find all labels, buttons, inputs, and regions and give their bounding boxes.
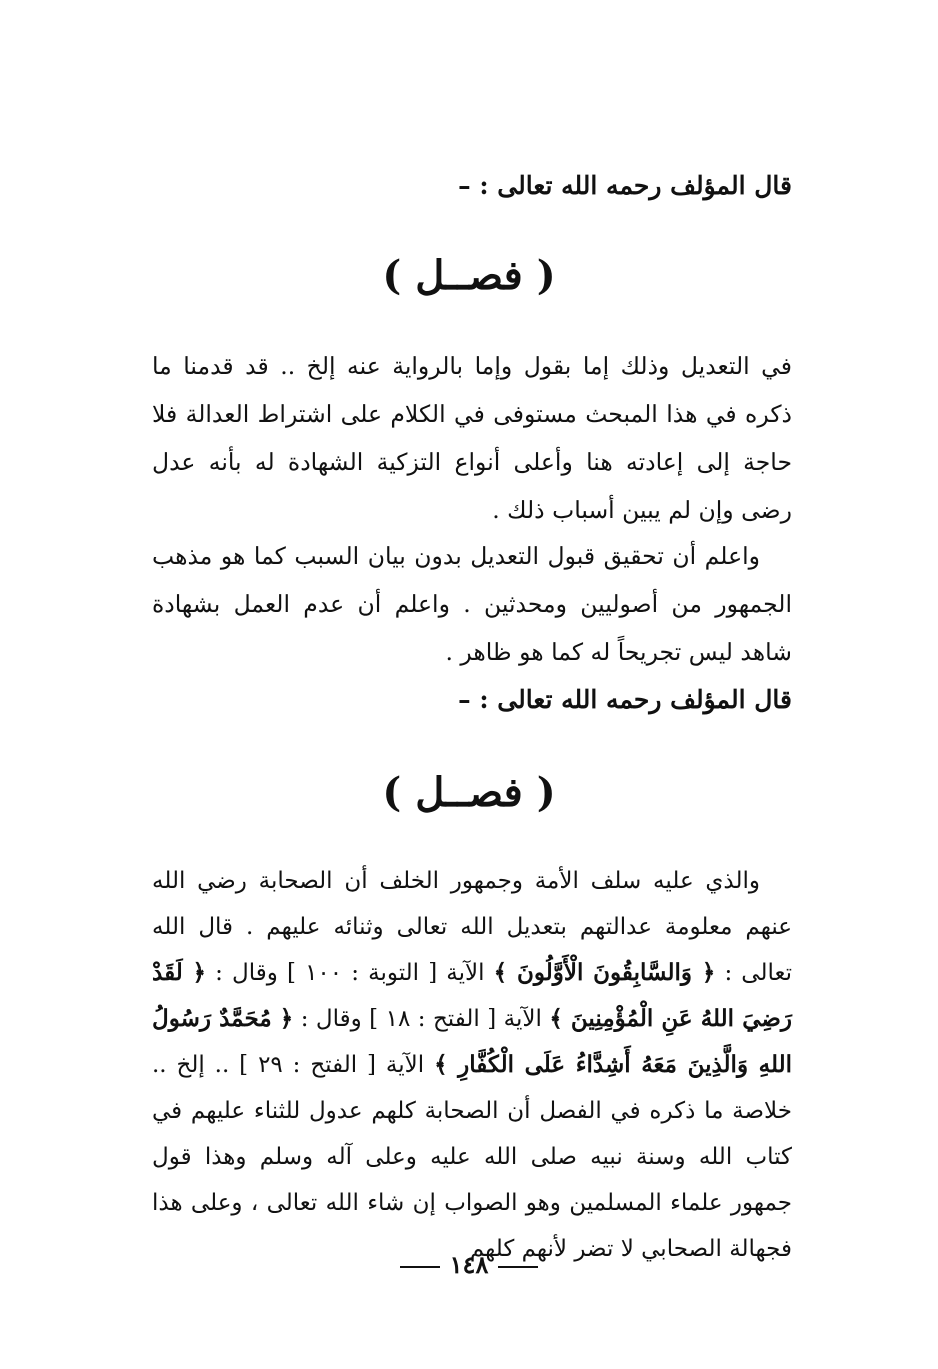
paragraph-ta-dil: في التعديل وذلك إما بقول وإما بالرواية عنه إلخ .. قد قدمنا ما ذكره في هذا المبحث مستوفى في الكلام على اشتراط العدالة فلا حاجة إلى إعادته هنا وأعلى أنواع التزكية الشهادة له بأنه عدل رضى وإن لم يبين أسباب ذلك .	[152, 352, 792, 524]
left-dash	[498, 1266, 538, 1268]
author-heading-1: قال المؤلف رحمه الله تعالى : –	[458, 171, 792, 200]
quran-verse-1: ﴿ وَالسَّابِقُونَ الْأَوَّلُونَ ﴾	[493, 959, 716, 986]
verse-reference-2: الآية [ الفتح : ١٨ ] وقال :	[300, 1006, 542, 1032]
intro-text: والذي عليه سلف الأمة وجمهور الخلف أن الصحابة رضي الله عنهم معلومة عدالتهم بتعديل الله تعالى وثنائه عليهم . قال الله تعالى :	[152, 868, 792, 986]
quran-verse-2: ﴿ لَقَدْ رَضِيَ اللهُ عَنِ الْمُؤْمِنِينَ ﴾	[152, 959, 793, 1032]
right-dash	[400, 1266, 440, 1268]
verse-reference-1: الآية [ التوبة : ١٠٠ ] وقال :	[215, 960, 485, 986]
page-number	[0, 1248, 938, 1282]
author-heading-2: قال المؤلف رحمه الله تعالى : –	[458, 685, 792, 714]
chapter-title-2: ( فصــل )	[382, 769, 556, 816]
paragraph-sahaba	[152, 858, 792, 1272]
verse-reference-3-and-summary: الآية [ الفتح : ٢٩ ] .. إلخ .. خلاصة ما ذكره في الفصل أن الصحابة كلهم عدول للثناء عليهم في كتاب الله وسنة نبيه صلى الله عليه وعلى آله وسلم وهذا قول جمهور علماء المسلمين وهو الصواب إن شاء الله تعالى ، وعلى هذا فجهالة الصحابي لا تضر لأنهم كلهم	[152, 1052, 792, 1262]
page-number-text: ١٤٨	[449, 1250, 489, 1279]
paragraph-tahqiq: واعلم أن تحقيق قبول التعديل بدون بيان السبب كما هو مذهب الجمهور من أصوليين ومحدثين . واعلم أن عدم العمل بشهادة شاهد ليس تجريحاً له كما هو ظاهر .	[152, 542, 792, 666]
chapter-title-1: ( فصــل )	[382, 252, 556, 299]
quran-verse-3: ﴿ مُحَمَّدٌ رَسُولُ اللهِ وَالَّذِينَ مَعَهُ أَشِدَّاءُ عَلَى الْكُفَّارِ ﴾	[152, 1005, 792, 1078]
